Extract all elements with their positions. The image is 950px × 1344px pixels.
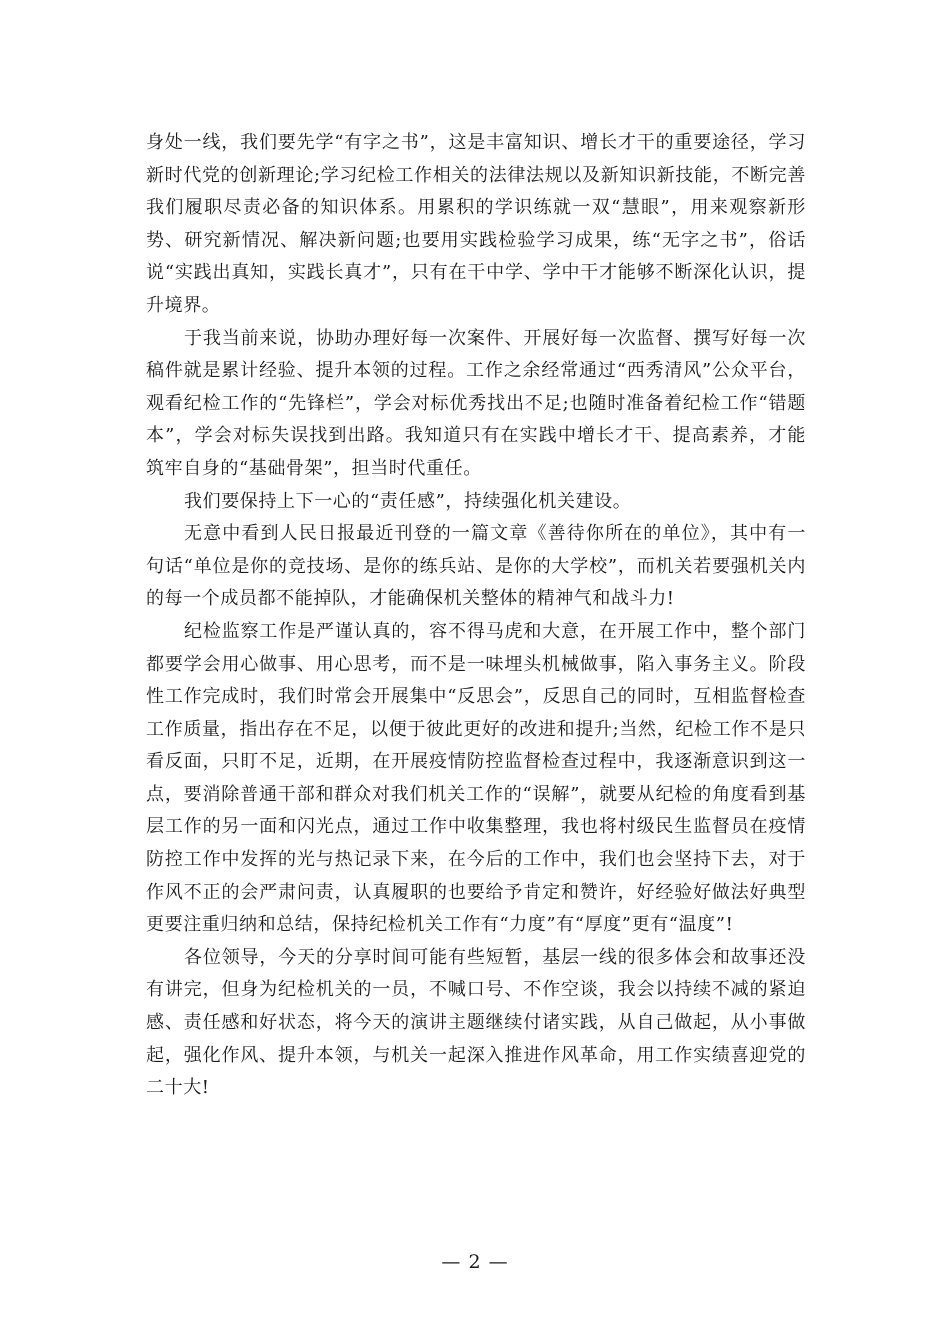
page-number: — 2 — — [441, 1251, 509, 1273]
paragraph-2: 于我当前来说，协助办理好每一次案件、开展好每一次监督、撰写好每一次稿件就是累计经验、提升本领的过程。工作之余经常通过“西秀清风”公众平台，观看纪检工作的“先锋栏”，学会对标优秀找出不足;也随时准备着纪检工作“错题本”，学会对标失误找到出路。我知道只有在实践中增长才干、提高素养，才能筑牢自身的“基础骨架”，担当时代重任。 — [146, 327, 806, 479]
paragraph-3: 我们要保持上下一心的“责任感”，持续强化机关建设。 — [184, 490, 632, 512]
paragraph-1: 身处一线，我们要先学“有字之书”，这是丰富知识、增长才干的重要途径，学习新时代党的创新理论;学习纪检工作相关的法律法规以及新知识新技能，不断完善我们履职尽责必备的知识体系。用累积的学识练就一双“慧眼”，用来观察新形势、研究新情况、解决新问题;也要用实践检验学习成果，练“无字之书”，俗话说“实践出真知，实践长真才”，只有在干中学、学中干才能够不断深化认识，提升境界。 — [146, 132, 806, 316]
paragraph-4: 无意中看到人民日报最近刊登的一篇文章《善待你所在的单位》，其中有一句话“单位是你的竞技场、是你的练兵站、是你的大学校”，而机关若要强机关内的每一个成员都不能掉队，才能确保机关整体的精神气和战斗力! — [146, 523, 806, 610]
paragraph-5: 纪检监察工作是严谨认真的，容不得马虎和大意，在开展工作中，整个部门都要学会用心做事、用心思考，而不是一味埋头机械做事，陷入事务主义。阶段性工作完成时，我们时常会开展集中“反思会”，反思自己的同时，互相监督检查工作质量，指出存在不足，以便于彼此更好的改进和提升;当然，纪检工作不是只看反面，只盯不足，近期，在开展疫情防控监督检查过程中，我逐渐意识到这一点，要消除普通干部和群众对我们机关工作的“误解”，就要从纪检的角度看到基层工作的另一面和闪光点，通过工作中收集整理，我也将村级民生监督员在疫情防控工作中发挥的光与热记录下来，在今后的工作中，我们也会坚持下去，对于作风不正的会严肃问责，认真履职的也要给予肯定和赞许，好经验好做法好典型更要注重归纳和总结，保持纪检机关工作有“力度”有“厚度”更有“温度”! — [146, 620, 806, 936]
paragraph-6: 各位领导，今天的分享时间可能有些短暂，基层一线的很多体会和故事还没有讲完，但身为纪检机关的一员，不喊口号、不作空谈，我会以持续不减的紧迫感、责任感和好状态，将今天的演讲主题继续付诸实践，从自己做起，从小事做起，强化作风、提升本领，与机关一起深入推进作风革命，用工作实绩喜迎党的二十大! — [146, 946, 806, 1099]
document-body — [146, 127, 806, 1105]
